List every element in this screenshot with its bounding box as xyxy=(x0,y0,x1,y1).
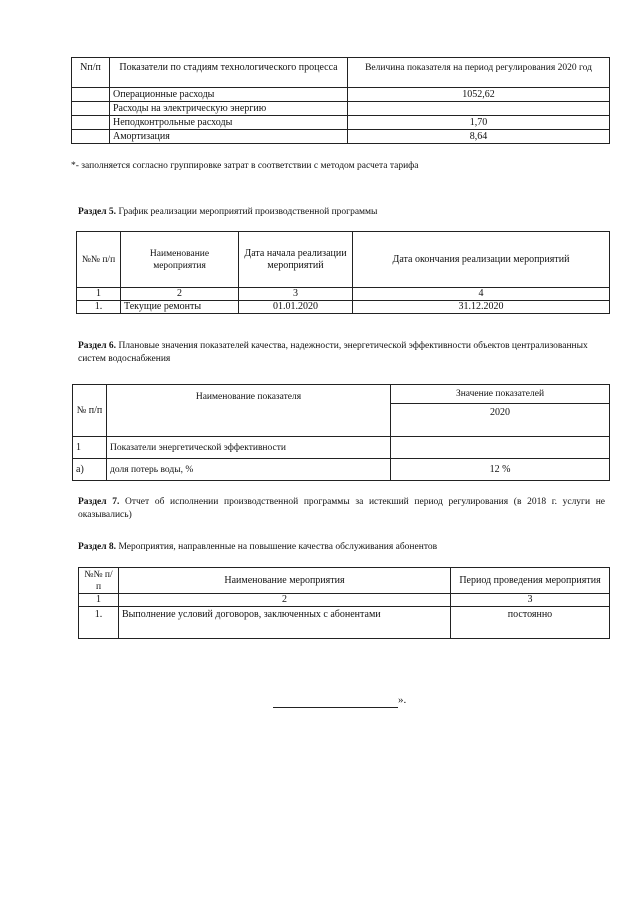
row-start: 01.01.2020 xyxy=(239,301,353,314)
section8-title: Мероприятия, направленные на повышение качества обслуживания абонентов xyxy=(118,542,438,552)
row-name: доля потерь воды, % xyxy=(107,459,391,481)
row-num: 1. xyxy=(79,607,119,639)
col-num-header: №№ п/п xyxy=(79,568,119,594)
section6-heading xyxy=(78,340,603,366)
row-name: Выполнение условий договоров, заключенных с абонентами xyxy=(119,607,451,639)
row-value xyxy=(348,102,610,116)
col-number: 1 xyxy=(77,288,121,301)
row-value: 12 % xyxy=(391,459,610,481)
row-name: Операционные расходы xyxy=(110,88,348,102)
section5-title: График реализации мероприятий производственной программы xyxy=(118,207,378,217)
section6-label: Раздел 6. xyxy=(78,341,117,351)
section7-label: Раздел 7. xyxy=(78,497,120,507)
col-number: 3 xyxy=(239,288,353,301)
col-name-header: Наименование мероприятия xyxy=(121,232,239,288)
footnote: *- заполняется согласно группировке затрат в соответствии с методом расчета тарифа xyxy=(71,161,419,171)
col-num-header: № п/п xyxy=(73,385,107,437)
section5-heading xyxy=(78,206,377,219)
section5-label: Раздел 5. xyxy=(78,207,117,217)
col-indicator-header: Показатели по стадиям технологического процесса xyxy=(110,58,348,88)
row-name: Показатели энергетической эффективности xyxy=(107,437,391,459)
col-number: 4 xyxy=(353,288,610,301)
col-period-header: Период проведения мероприятия xyxy=(451,568,610,594)
col-num-header: Nп/п xyxy=(72,58,110,88)
indicators-table xyxy=(71,57,610,144)
col-start-header: Дата начала реализации мероприятий xyxy=(239,232,353,288)
service-table xyxy=(78,567,610,639)
row-name: Расходы на электрическую энергию xyxy=(110,102,348,116)
col-value-header: Величина показателя на период регулирования 2020 год xyxy=(348,58,610,88)
row-value: 8,64 xyxy=(348,130,610,144)
section6-title: Плановые значения показателей качества, надежности, энергетической эффективности объектов централизованных систем водоснабжения xyxy=(78,341,588,364)
row-num: 1. xyxy=(77,301,121,314)
row-num: 1 xyxy=(73,437,107,459)
col-number: 3 xyxy=(451,594,610,607)
col-num-header: №№ п/п xyxy=(77,232,121,288)
section7-text: Отчет об исполнении производственной программы за истекший период регулирования xyxy=(125,497,509,507)
row-num: а) xyxy=(73,459,107,481)
row-end: 31.12.2020 xyxy=(353,301,610,314)
section8-label: Раздел 8. xyxy=(78,542,117,552)
col-number: 2 xyxy=(119,594,451,607)
year-cell: 2020 xyxy=(391,404,610,437)
row-period: постоянно xyxy=(451,607,610,639)
col-value-header: Значение показателей xyxy=(391,385,610,404)
col-name-header: Наименование показателя xyxy=(107,385,391,437)
section7-note: (в 2018 г. услуги не оказывались) xyxy=(78,497,605,520)
section8-heading xyxy=(78,541,437,554)
row-name: Текущие ремонты xyxy=(121,301,239,314)
closing-mark: ». xyxy=(398,694,407,706)
row-value xyxy=(391,437,610,459)
schedule-table xyxy=(76,231,610,314)
row-value: 1052,62 xyxy=(348,88,610,102)
signature-line xyxy=(273,707,398,708)
col-number: 2 xyxy=(121,288,239,301)
quality-table xyxy=(72,384,610,481)
col-number: 1 xyxy=(79,594,119,607)
col-end-header: Дата окончания реализации мероприятий xyxy=(353,232,610,288)
section7-paragraph xyxy=(78,496,605,522)
row-name: Амортизация xyxy=(110,130,348,144)
row-value: 1,70 xyxy=(348,116,610,130)
row-name: Неподконтрольные расходы xyxy=(110,116,348,130)
col-name-header: Наименование мероприятия xyxy=(119,568,451,594)
